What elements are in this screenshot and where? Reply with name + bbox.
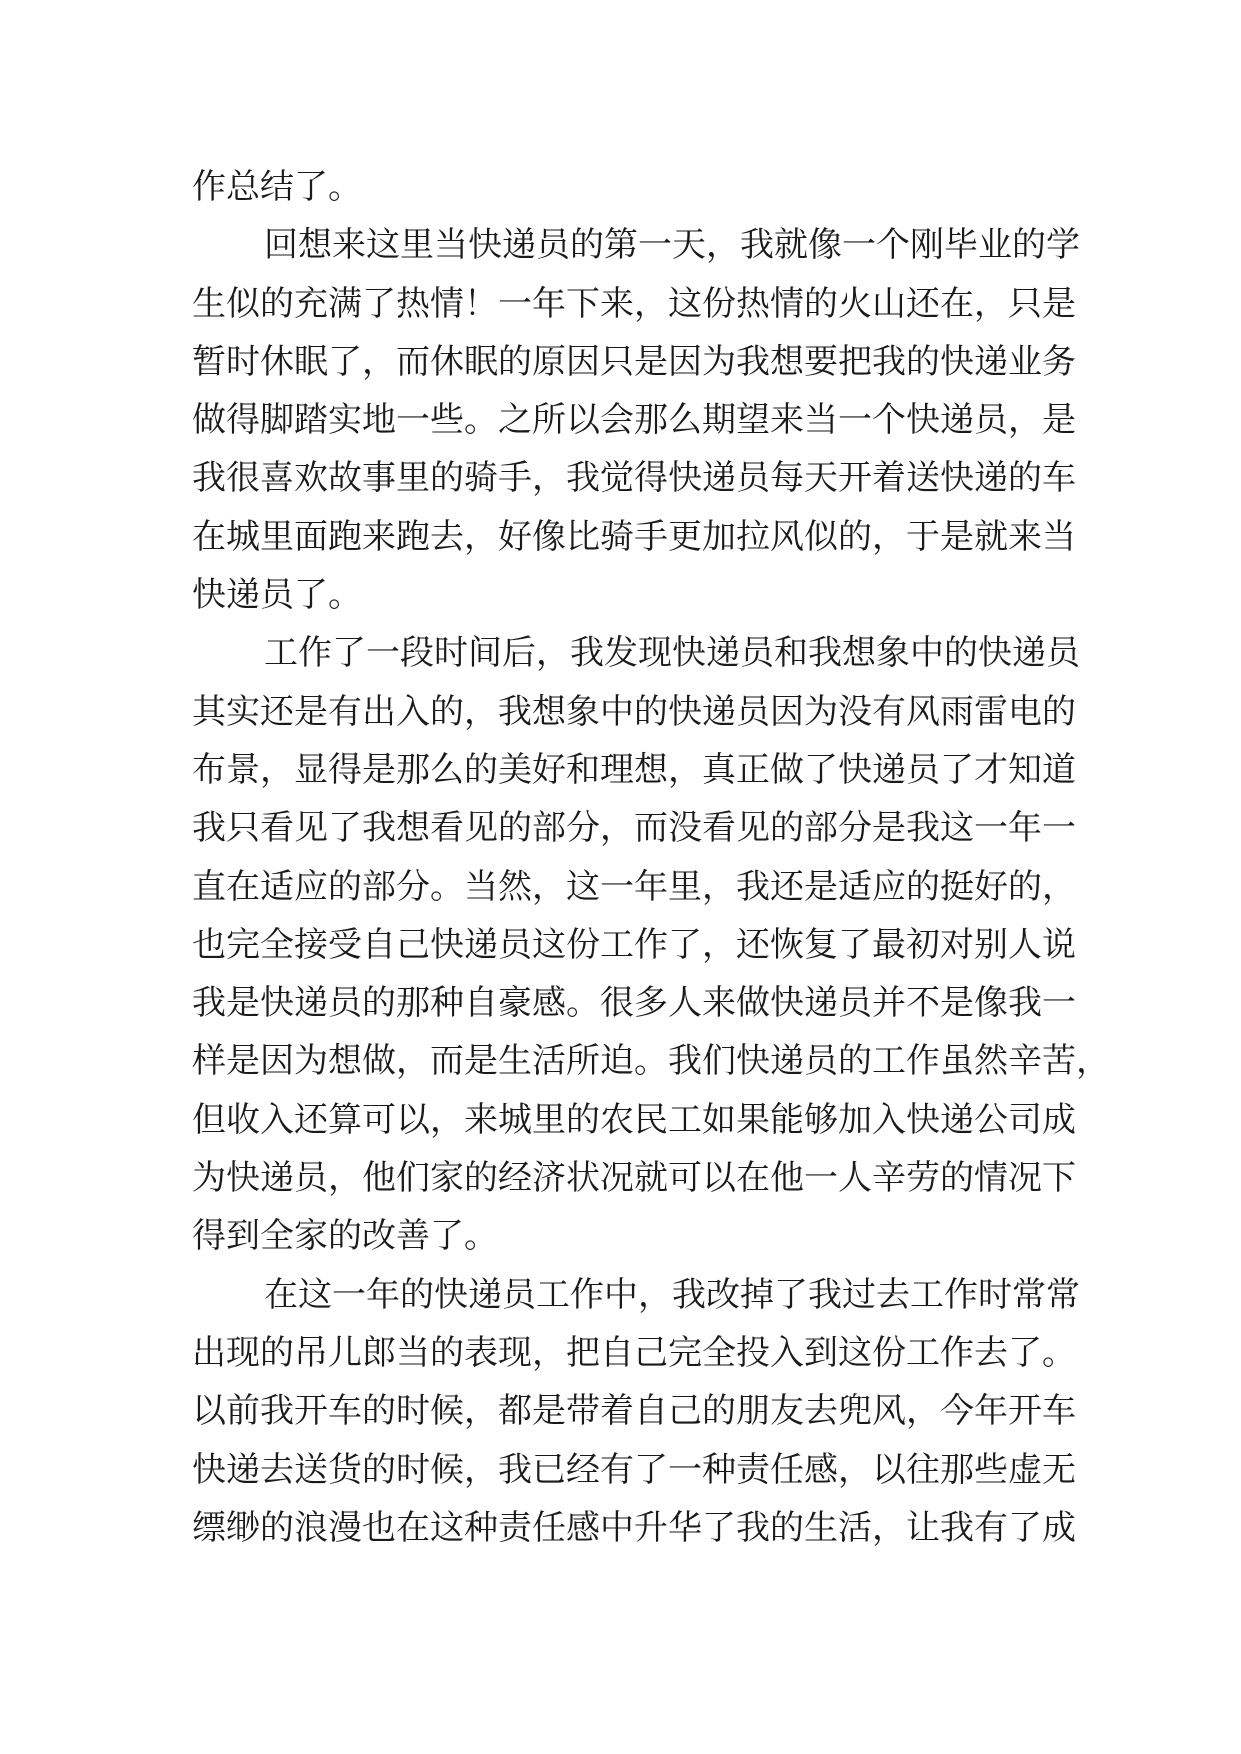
text-line: 其实还是有出入的，我想象中的快递员因为没有风雨雷电的 — [192, 691, 1076, 732]
text-line: 得到全家的改善了。 — [192, 1216, 498, 1257]
text-line: 生似的充满了热情！一年下来，这份热情的火山还在，只是 — [192, 283, 1076, 324]
text-line: 但收入还算可以，来城里的农民工如果能够加入快递公司成 — [192, 1099, 1076, 1140]
body-text — [192, 158, 1110, 1557]
text-line: 在城里面跑来跑去，好像比骑手更加拉风似的，于是就来当 — [192, 516, 1076, 557]
text-line: 工作了一段时间后，我发现快递员和我想象中的快递员 — [264, 633, 1080, 674]
text-line: 缥缈的浪漫也在这种责任感中升华了我的生活，让我有了成 — [192, 1507, 1076, 1548]
text-line: 直在适应的部分。当然，这一年里，我还是适应的挺好的， — [192, 866, 1076, 907]
text-line: 以前我开车的时候，都是带着自己的朋友去兜风，今年开车 — [192, 1391, 1076, 1432]
text-line: 我很喜欢故事里的骑手，我觉得快递员每天开着送快递的车 — [192, 458, 1076, 499]
text-line: 出现的吊儿郎当的表现，把自己完全投入到这份工作去了。 — [192, 1332, 1076, 1373]
text-line: 布景，显得是那么的美好和理想，真正做了快递员了才知道 — [192, 749, 1076, 790]
text-line: 快递员了。 — [192, 575, 362, 616]
text-line: 样是因为想做，而是生活所迫。我们快递员的工作虽然辛苦， — [192, 1041, 1110, 1082]
text-line: 在这一年的快递员工作中，我改掉了我过去工作时常常 — [264, 1274, 1080, 1315]
text-line: 暂时休眠了，而休眠的原因只是因为我想要把我的快递业务 — [192, 341, 1076, 382]
text-line: 做得脚踏实地一些。之所以会那么期望来当一个快递员，是 — [192, 400, 1076, 441]
text-line: 为快递员，他们家的经济状况就可以在他一人辛劳的情况下 — [192, 1158, 1076, 1199]
text-line: 也完全接受自己快递员这份工作了，还恢复了最初对别人说 — [192, 924, 1076, 965]
text-line: 作总结了。 — [192, 167, 362, 207]
text-line: 我是快递员的那种自豪感。很多人来做快递员并不是像我一 — [192, 983, 1076, 1024]
text-line: 快递去送货的时候，我已经有了一种责任感，以往那些虚无 — [192, 1449, 1076, 1490]
text-line: 我只看见了我想看见的部分，而没看见的部分是我这一年一 — [192, 808, 1076, 849]
text-line: 回想来这里当快递员的第一天，我就像一个刚毕业的学 — [264, 225, 1080, 266]
